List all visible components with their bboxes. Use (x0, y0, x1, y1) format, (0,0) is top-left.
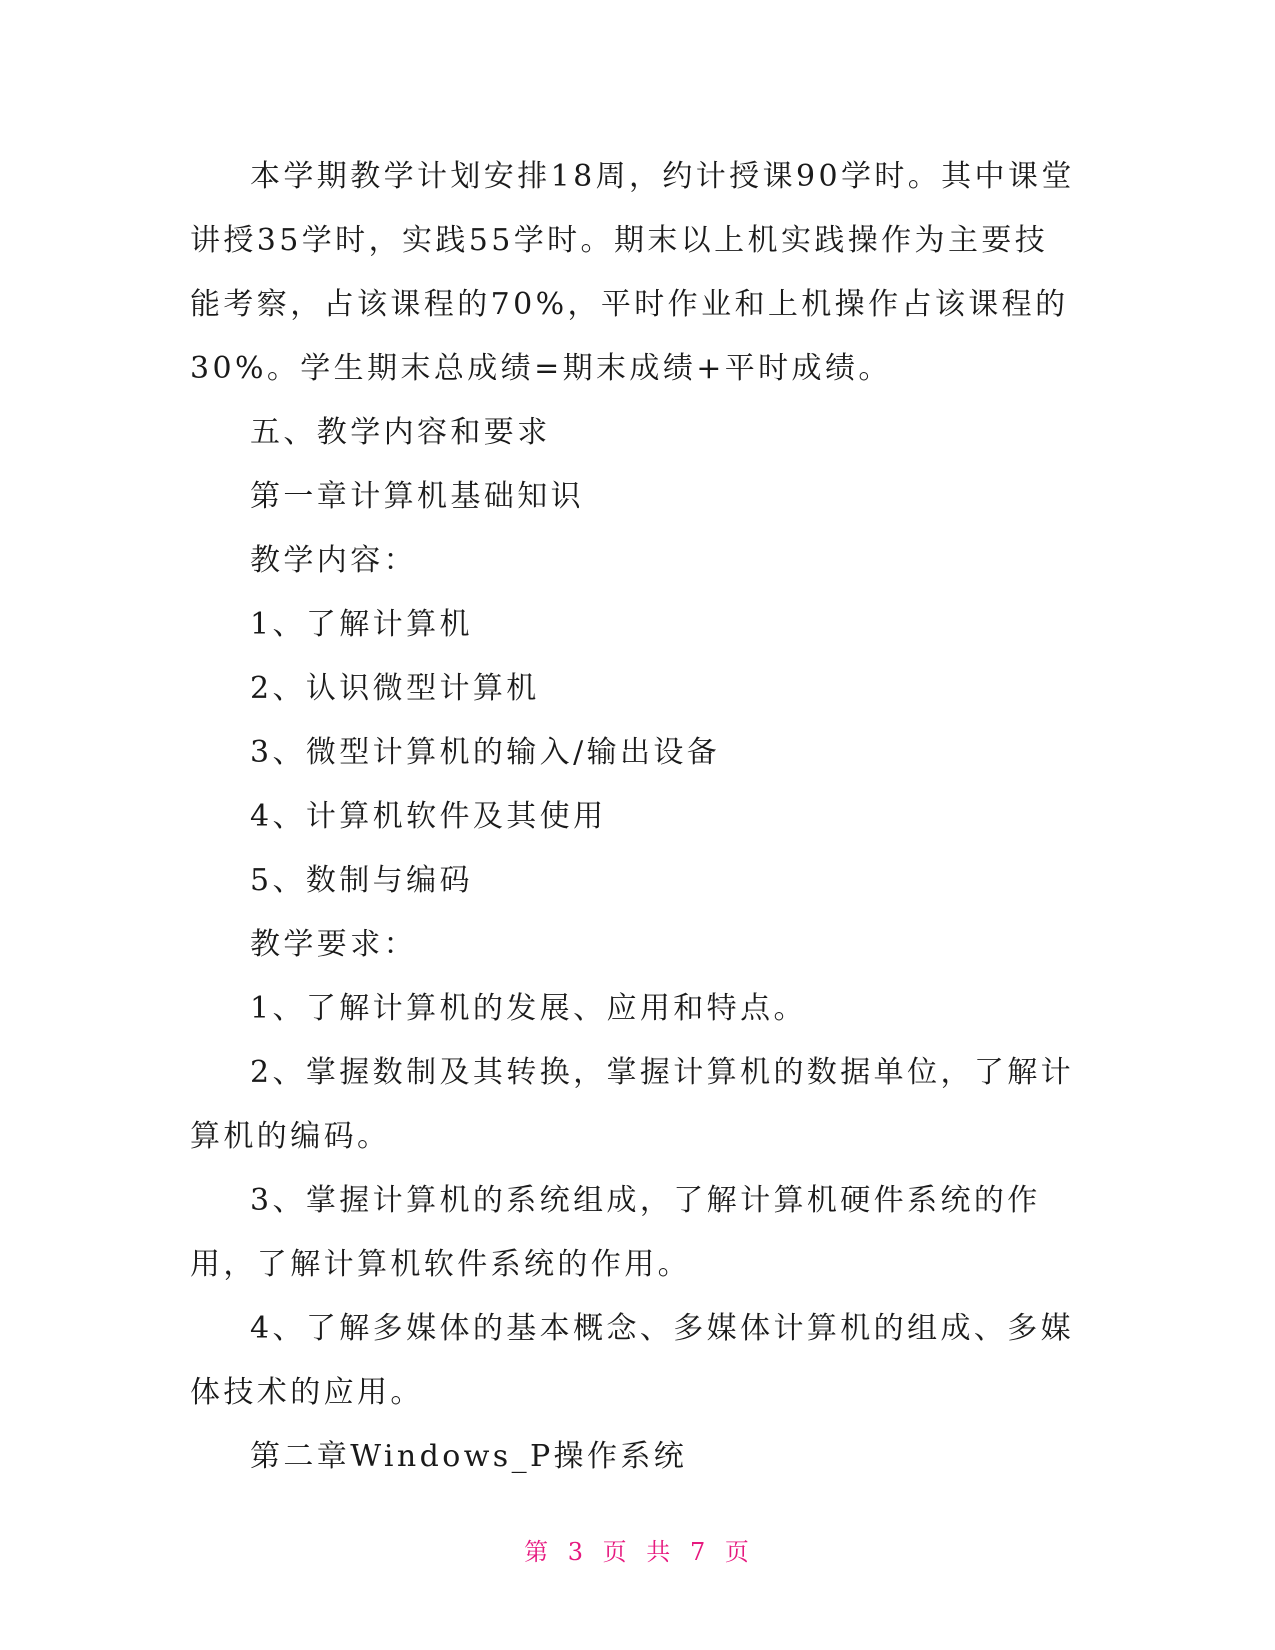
teaching-content-label: 教学内容： (250, 543, 417, 578)
list-item: 4、了解多媒体的基本概念、多媒体计算机的组成、多媒体技术的应用。 (190, 1311, 1075, 1410)
list-item: 5、数制与编码 (250, 863, 473, 898)
section-heading-five: 五、教学内容和要求 (250, 415, 551, 450)
list-item: 3、微型计算机的输入/输出设备 (250, 735, 721, 770)
list-item: 3、掌握计算机的系统组成，了解计算机硬件系统的作用，了解计算机软件系统的作用。 (190, 1183, 1041, 1282)
document-body (190, 145, 1080, 1489)
list-item: 1、了解计算机的发展、应用和特点。 (250, 991, 807, 1026)
paragraph-teaching-plan: 本学期教学计划安排18周，约计授课90学时。其中课堂讲授35学时，实践55学时。期末以上机实践操作为主要技能考察，占该课程的70%，平时作业和上机操作占该课程的30%。学生期末总成绩=期末成绩+平时成绩。 (190, 159, 1075, 386)
list-item: 1、了解计算机 (250, 607, 473, 642)
list-item: 4、计算机软件及其使用 (250, 799, 607, 834)
list-item: 2、掌握数制及其转换，掌握计算机的数据单位，了解计算机的编码。 (190, 1055, 1075, 1154)
chapter-one-title: 第一章计算机基础知识 (250, 479, 584, 514)
list-item: 2、认识微型计算机 (250, 671, 540, 706)
teaching-requirements-label: 教学要求： (250, 927, 417, 962)
page-number-footer: 第 3 页 共 7 页 (524, 1538, 751, 1566)
chapter-two-title: 第二章Windows_P操作系统 (250, 1439, 688, 1474)
